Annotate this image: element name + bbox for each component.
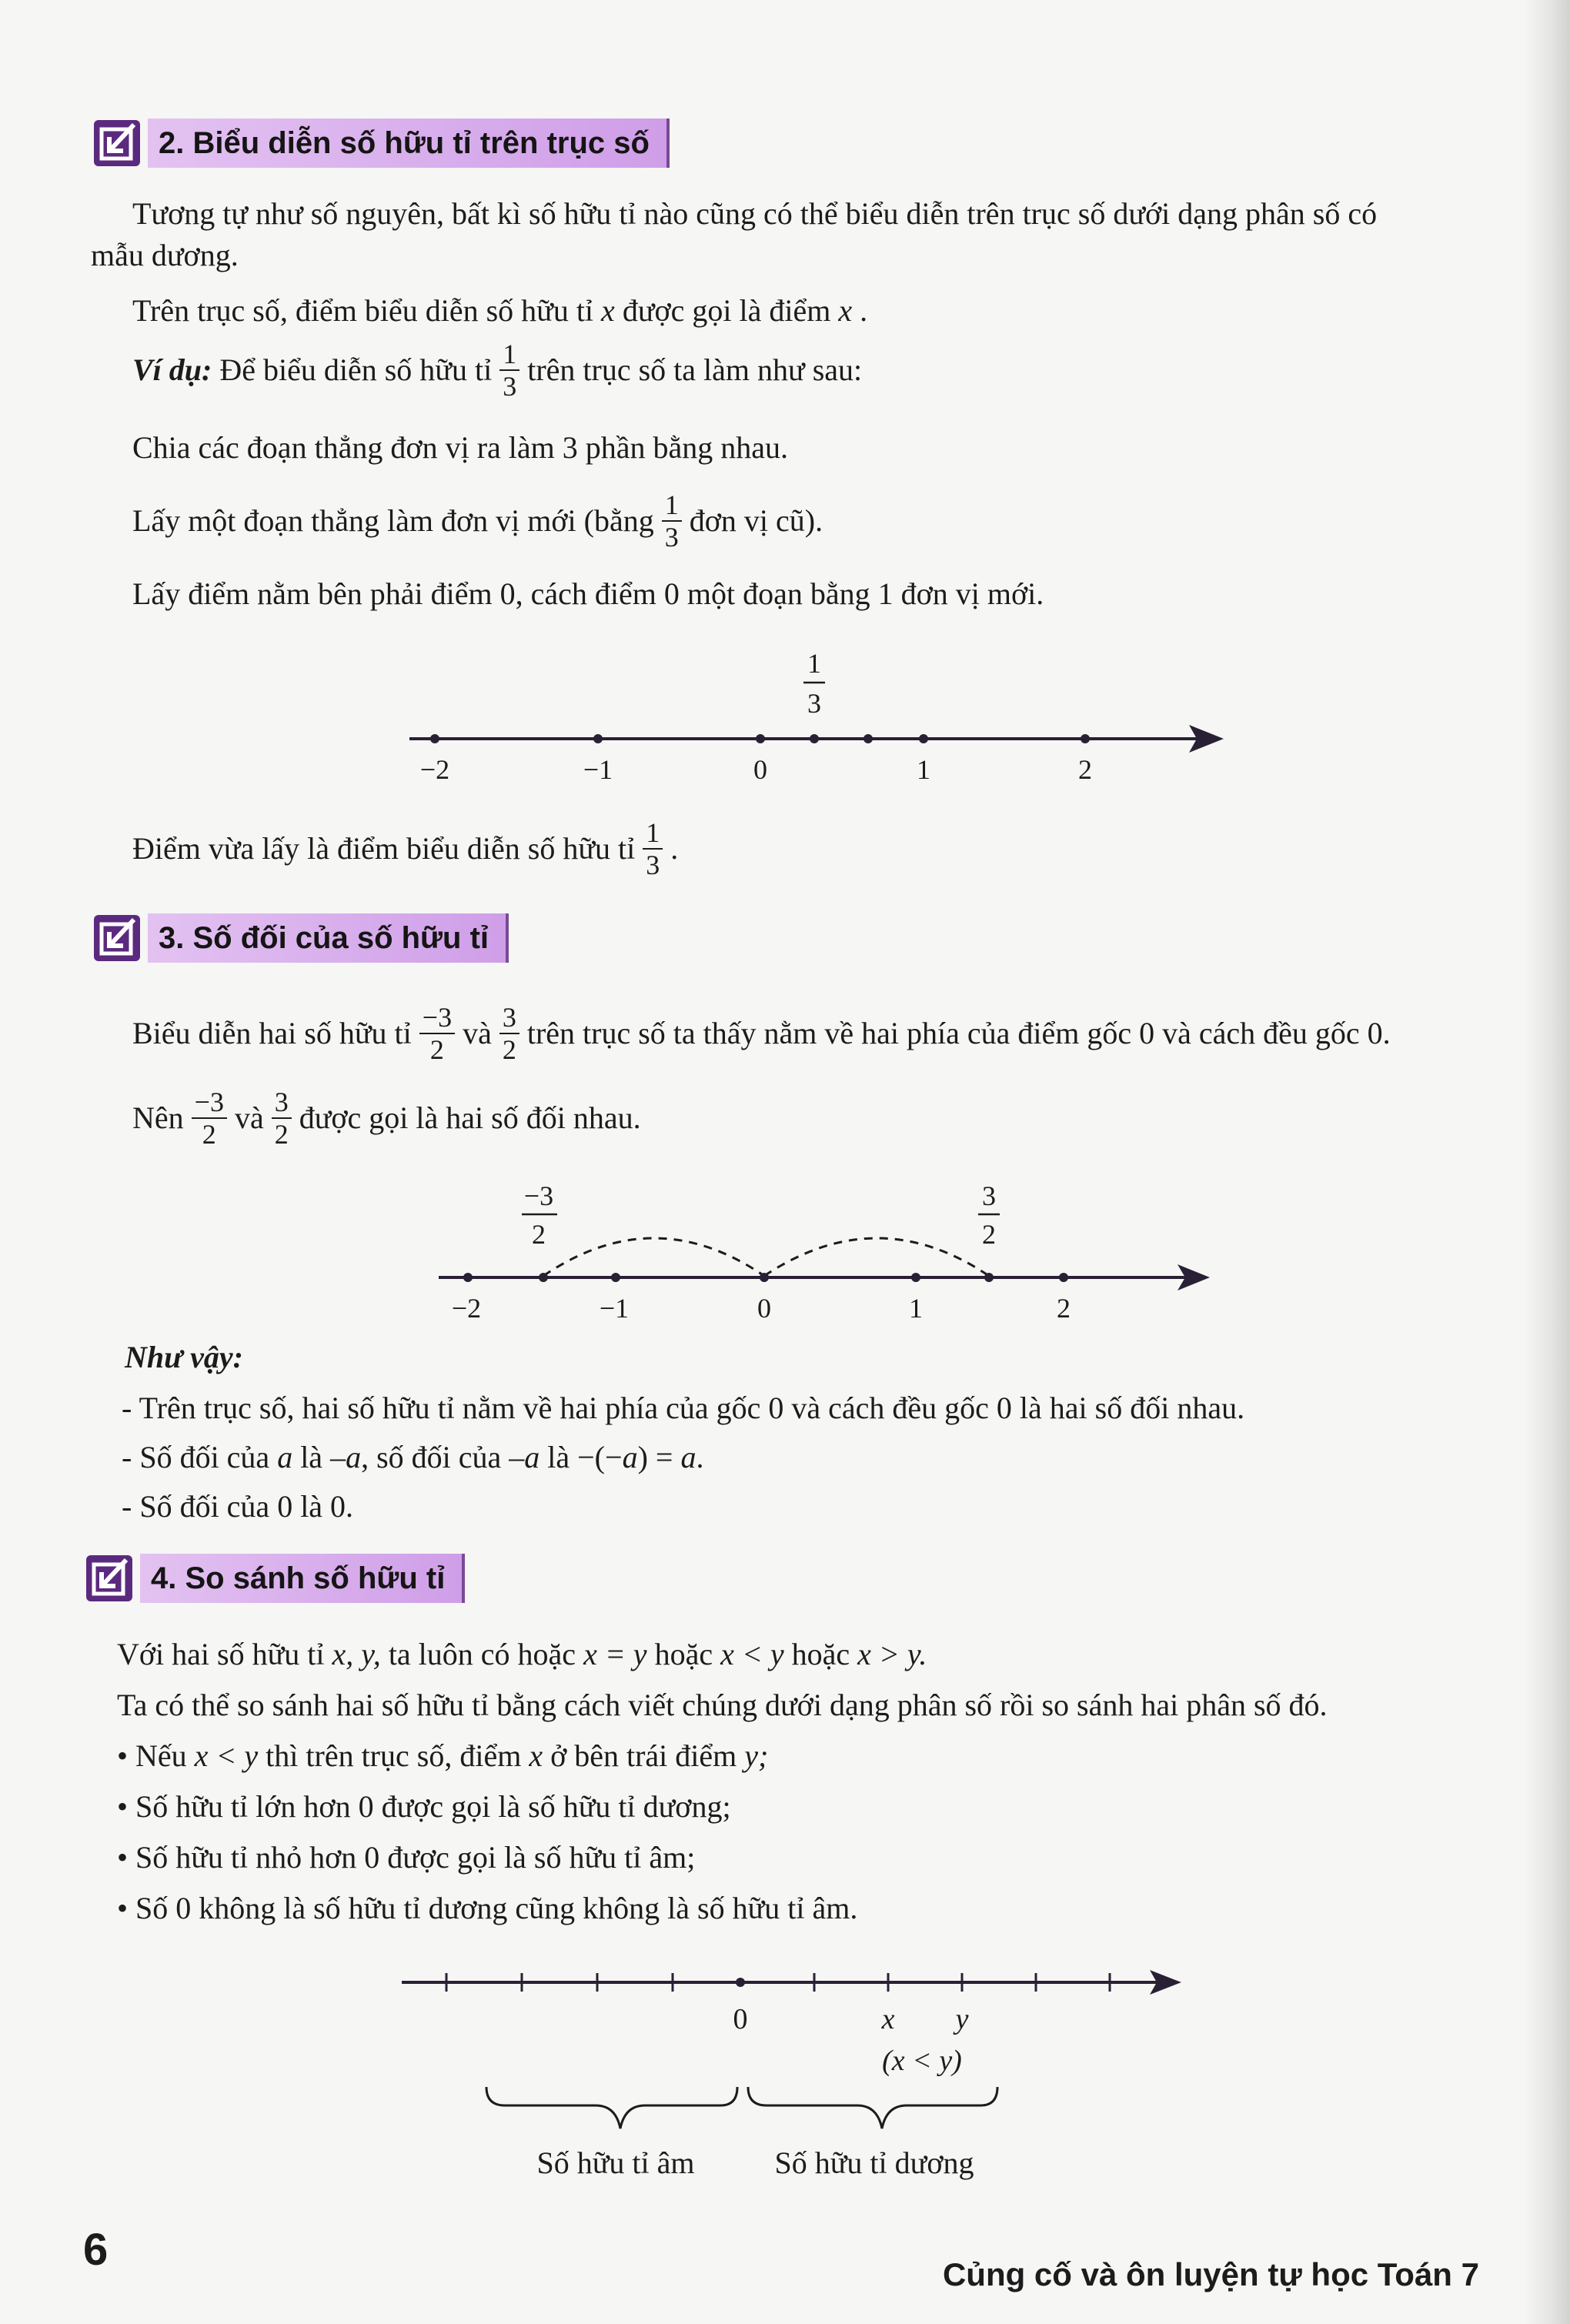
fraction-denominator: 2 bbox=[202, 1119, 216, 1150]
section-4-band bbox=[140, 1554, 465, 1603]
s4-bullet-4: • Số 0 không là số hữu tỉ dương cũng không là số hữu tỉ âm. bbox=[117, 1891, 858, 1925]
s3-p1-text-b: trên trục số ta thấy nằm về hai phía của điểm gốc 0 và cách đều gốc 0. bbox=[526, 1016, 1391, 1050]
b2-var: a bbox=[277, 1440, 293, 1474]
section-4-header bbox=[85, 1547, 465, 1610]
s2-step-3: Lấy điểm nằm bên phải điểm 0, cách điểm 0 một đoạn bằng 1 đơn vị mới. bbox=[132, 576, 1044, 611]
s2-paragraph-1-line-2: mẫu dương. bbox=[91, 238, 239, 272]
s2-paragraph-1-line-1: Tương tự như số nguyên, bất kì số hữu tỉ nào cũng có thể biểu diễn trên trục số dưới dạng phân số có bbox=[132, 196, 1378, 231]
inequality-note: (x < y) bbox=[882, 2045, 962, 2077]
tick-dot bbox=[1059, 1273, 1068, 1282]
b2-var: a bbox=[346, 1440, 362, 1474]
s3-paragraph-2 bbox=[132, 1087, 641, 1150]
tick-dot bbox=[864, 734, 873, 743]
section-2-header bbox=[92, 112, 670, 175]
tick-dot bbox=[611, 1273, 620, 1282]
summary-bullet-3: - Số đối của 0 là 0. bbox=[122, 1489, 354, 1524]
s2-p2-var-x2: x bbox=[838, 293, 853, 328]
arrow-in-box-icon bbox=[85, 1554, 134, 1603]
tick-dot bbox=[463, 1273, 473, 1282]
s4-b1-text-a: • Nếu bbox=[117, 1738, 195, 1773]
left-point-denominator: 2 bbox=[532, 1219, 546, 1250]
fraction-denominator: 2 bbox=[502, 1034, 516, 1065]
tick-dot bbox=[911, 1273, 920, 1282]
s2-step-1: Chia các đoạn thẳng đơn vị ra làm 3 phần bằng nhau. bbox=[132, 430, 789, 465]
b2-text-d: là −(− bbox=[539, 1440, 623, 1474]
tick-dot bbox=[430, 734, 439, 743]
s4-b1-x: x bbox=[529, 1738, 543, 1773]
point-label-denominator: 3 bbox=[807, 688, 821, 719]
b2-var: a bbox=[622, 1440, 638, 1474]
y-label: y bbox=[955, 2003, 969, 2035]
right-point-numerator: 3 bbox=[982, 1180, 996, 1211]
fraction-denominator: 3 bbox=[664, 522, 679, 553]
s2-p2-text-c: . bbox=[852, 293, 868, 328]
number-line-one-third bbox=[0, 639, 1570, 808]
b2-text-a: - Số đối của bbox=[122, 1440, 278, 1474]
b2-text-f: . bbox=[696, 1440, 704, 1474]
step2-text-a: Lấy một đoạn thẳng làm đơn vị mới (bằng bbox=[132, 503, 654, 538]
axis-label: −1 bbox=[583, 754, 613, 785]
section-2-title: 2. Biểu diễn số hữu tỉ trên trục số bbox=[159, 125, 650, 160]
s4-p1-lt: x < y bbox=[720, 1637, 784, 1671]
example-label: Ví dụ: bbox=[132, 352, 212, 387]
axis-label: 2 bbox=[1078, 754, 1092, 785]
summary-bullet-2 bbox=[122, 1437, 703, 1478]
fraction-numerator: 1 bbox=[662, 489, 682, 522]
positive-brace bbox=[748, 2087, 997, 2129]
axis-label: 1 bbox=[909, 1293, 923, 1324]
s4-b1-text-c: ở bên trái điểm bbox=[543, 1738, 745, 1773]
s4-bullet-2: • Số hữu tỉ lớn hơn 0 được gọi là số hữu tỉ dương; bbox=[117, 1789, 731, 1824]
axis-label: −1 bbox=[599, 1293, 630, 1324]
fraction-numerator: 3 bbox=[499, 1002, 519, 1034]
s4-p1-text-c: hoặc bbox=[646, 1637, 721, 1671]
left-point-numerator: −3 bbox=[523, 1180, 554, 1211]
right-point-denominator: 2 bbox=[982, 1219, 996, 1250]
s3-p1-and: và bbox=[463, 1016, 492, 1050]
tick-dot bbox=[756, 734, 765, 743]
zero-point bbox=[736, 1978, 745, 1987]
summary-bullet-1: - Trên trục số, hai số hữu tỉ nằm về hai phía của gốc 0 và cách đều gốc 0 là hai số đối nhau. bbox=[122, 1391, 1245, 1425]
s2-paragraph-2 bbox=[132, 291, 867, 331]
section-3-band bbox=[148, 913, 509, 963]
tick-dot bbox=[760, 1273, 769, 1282]
s4-paragraph-2: Ta có thể so sánh hai số hữu tỉ bằng cách viết chúng dưới dạng phân số rồi so sánh hai phân số đó. bbox=[117, 1688, 1328, 1722]
fraction-numerator: −3 bbox=[192, 1087, 227, 1119]
tick-dot bbox=[593, 734, 603, 743]
b2-var: a bbox=[524, 1440, 540, 1474]
fraction-numerator: 1 bbox=[643, 817, 663, 850]
dashed-arc-left bbox=[543, 1238, 764, 1276]
number-line-opposites bbox=[0, 1177, 1570, 1331]
b2-var: a bbox=[680, 1440, 696, 1474]
fraction-numerator: 1 bbox=[499, 339, 519, 371]
conclusion-text-b: . bbox=[670, 831, 679, 866]
negative-label: Số hữu tỉ âm bbox=[536, 2145, 695, 2180]
conclusion-text-a: Điểm vừa lấy là điểm biểu diễn số hữu tỉ bbox=[132, 831, 636, 866]
axis-label: 2 bbox=[1057, 1293, 1071, 1324]
s3-p1-text-a: Biểu diễn hai số hữu tỉ bbox=[132, 1016, 412, 1050]
s2-p2-text-a: Trên trục số, điểm biểu diễn số hữu tỉ bbox=[132, 293, 602, 328]
minus-three-halves-point bbox=[539, 1273, 548, 1282]
example-fraction bbox=[499, 339, 519, 402]
arrow-in-box-icon bbox=[92, 119, 142, 168]
b2-text-e: ) = bbox=[637, 1440, 681, 1474]
axis-label: 0 bbox=[757, 1293, 771, 1324]
summary-heading: Như vậy: bbox=[125, 1340, 243, 1374]
step2-text-b: đơn vị cũ). bbox=[689, 503, 823, 538]
axis-label: 0 bbox=[753, 754, 767, 785]
page-number: 6 bbox=[83, 2225, 109, 2275]
example-text-a: Để biểu diễn số hữu tỉ bbox=[212, 352, 493, 387]
tick-dot bbox=[919, 734, 928, 743]
conclusion-fraction bbox=[643, 817, 663, 880]
section-3-header bbox=[92, 907, 509, 970]
one-third-point bbox=[810, 734, 819, 743]
zero-label: 0 bbox=[733, 2003, 748, 2035]
point-label-numerator: 1 bbox=[807, 648, 821, 679]
s3-paragraph-1 bbox=[132, 1002, 1391, 1065]
s3-p2-text-b: được gọi là hai số đối nhau. bbox=[299, 1100, 641, 1135]
section-2-band bbox=[148, 119, 670, 168]
fraction-denominator: 2 bbox=[429, 1034, 444, 1065]
axis-label: −2 bbox=[451, 1293, 482, 1324]
s4-b1-text-b: thì trên trục số, điểm bbox=[258, 1738, 529, 1773]
s2-p2-text-b: được gọi là điểm bbox=[614, 293, 839, 328]
s3-p1-fraction-1 bbox=[419, 1002, 455, 1065]
s4-paragraph-1 bbox=[117, 1634, 927, 1675]
s3-p2-and: và bbox=[234, 1100, 264, 1135]
number-line-comparison bbox=[0, 1955, 1570, 2201]
s4-p1-text-b: ta luôn có hoặc bbox=[380, 1637, 584, 1671]
s2-step-2 bbox=[132, 489, 823, 553]
s2-conclusion bbox=[132, 817, 678, 880]
three-halves-point bbox=[984, 1273, 994, 1282]
axis-label: 1 bbox=[917, 754, 930, 785]
book-title: Củng cố và ôn luyện tự học Toán 7 bbox=[942, 2256, 1479, 2292]
negative-brace bbox=[486, 2087, 737, 2129]
s4-bullet-3: • Số hữu tỉ nhỏ hơn 0 được gọi là số hữu tỉ âm; bbox=[117, 1840, 696, 1875]
s3-p2-fraction-1 bbox=[192, 1087, 227, 1150]
s3-p1-fraction-2 bbox=[499, 1002, 519, 1065]
fraction-denominator: 3 bbox=[503, 371, 517, 402]
fraction-numerator: 3 bbox=[272, 1087, 292, 1119]
x-label: x bbox=[881, 2003, 895, 2035]
s4-p1-eq: x = y bbox=[583, 1637, 647, 1671]
s3-p2-text-a: Nên bbox=[132, 1100, 184, 1135]
s4-p1-text-a: Với hai số hữu tỉ bbox=[117, 1637, 332, 1671]
fraction-denominator: 2 bbox=[274, 1119, 289, 1150]
b2-text-b: là – bbox=[292, 1440, 346, 1474]
s2-example bbox=[132, 339, 862, 402]
b2-text-c: , số đối của – bbox=[361, 1440, 525, 1474]
s4-p1-text-d: hoặc bbox=[783, 1637, 858, 1671]
fraction-denominator: 3 bbox=[646, 850, 660, 880]
s2-p2-var-x: x bbox=[601, 293, 615, 328]
s4-p1-gt: x > y. bbox=[857, 1637, 927, 1671]
section-4-title: 4. So sánh số hữu tỉ bbox=[151, 1561, 446, 1595]
positive-label: Số hữu tỉ dương bbox=[774, 2145, 974, 2180]
arrow-in-box-icon bbox=[92, 913, 142, 963]
example-text-b: trên trục số ta làm như sau: bbox=[527, 352, 863, 387]
s4-p1-vars: x, y, bbox=[332, 1637, 381, 1671]
axis-label: −2 bbox=[419, 754, 450, 785]
tick-dot bbox=[1081, 734, 1090, 743]
s3-p2-fraction-2 bbox=[272, 1087, 292, 1150]
s4-bullet-1 bbox=[117, 1736, 768, 1776]
section-3-title: 3. Số đối của số hữu tỉ bbox=[159, 920, 489, 955]
fraction-numerator: −3 bbox=[419, 1002, 455, 1034]
s4-b1-lt: x < y bbox=[194, 1738, 259, 1773]
step2-fraction bbox=[662, 489, 682, 553]
s4-b1-y: y; bbox=[744, 1738, 769, 1773]
dashed-arc-right bbox=[764, 1238, 989, 1276]
